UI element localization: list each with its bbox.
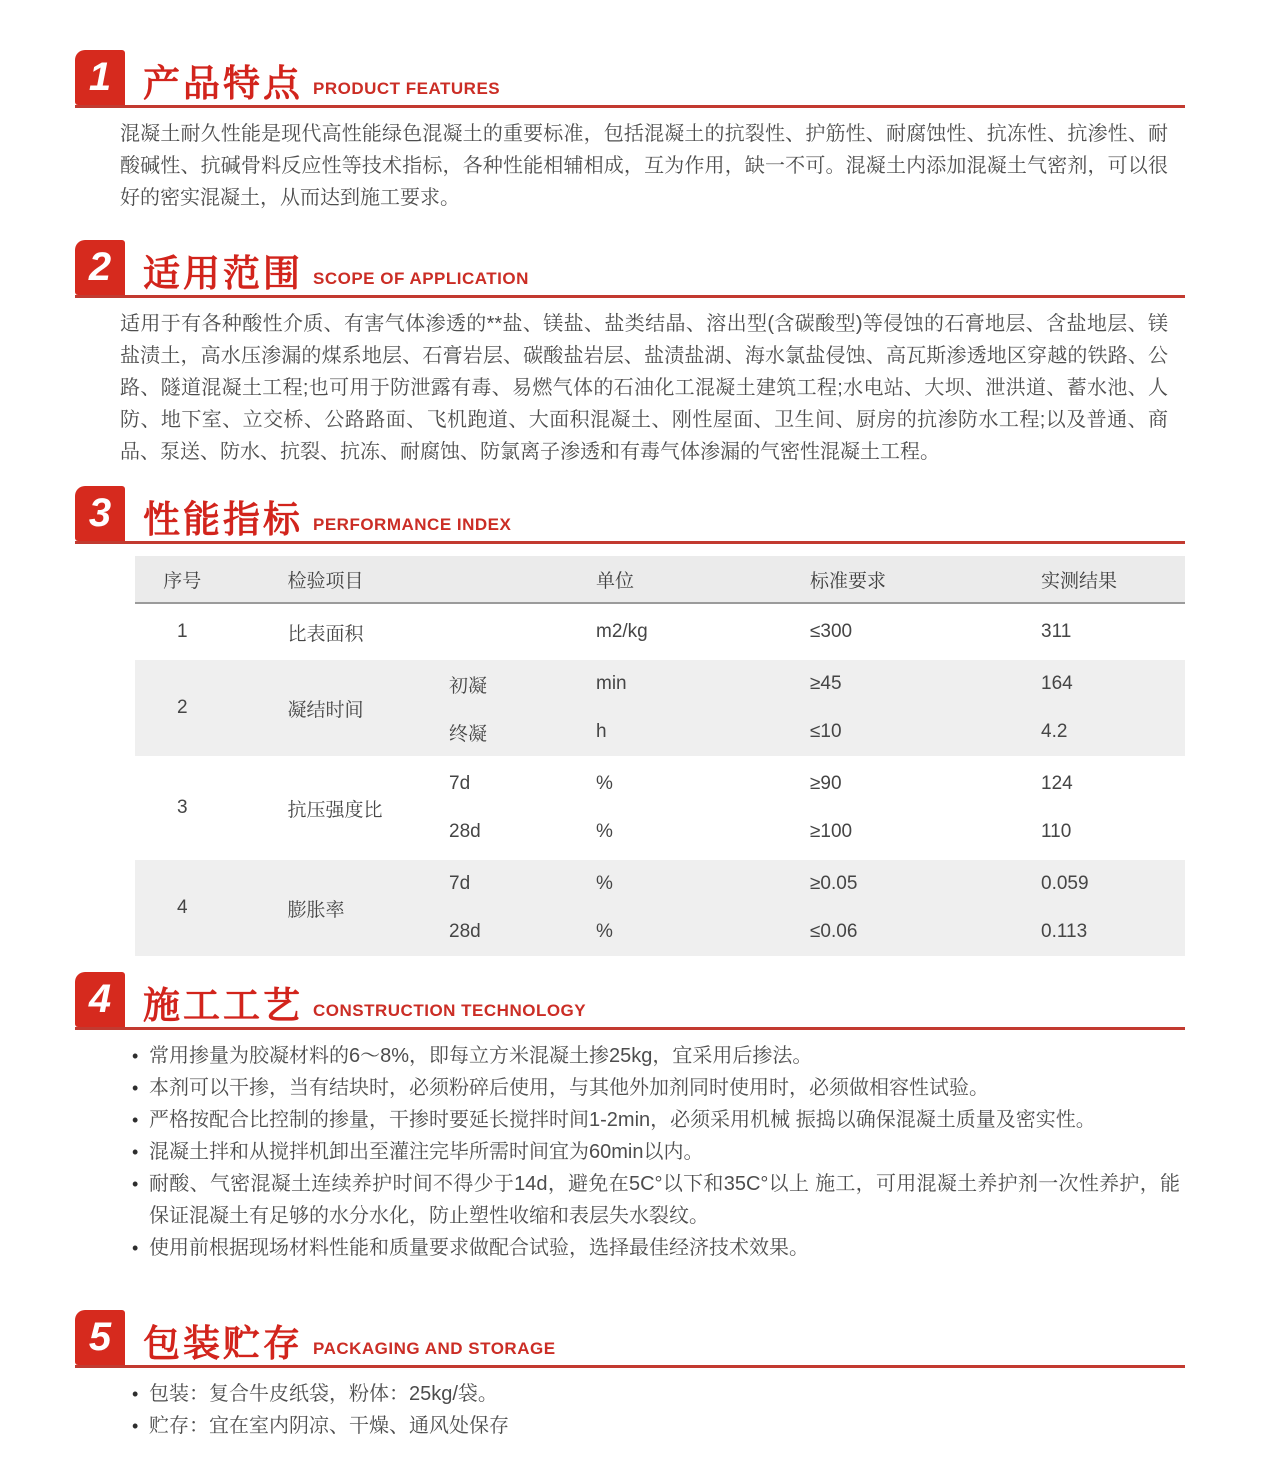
section-5-header: [75, 1310, 1185, 1368]
table-cell-result: 164: [1041, 673, 1073, 694]
section-5-subtitle: PACKAGING AND STORAGE: [313, 1339, 556, 1358]
table-cell-unit: %: [596, 921, 613, 942]
section-5-title: 包装贮存: [143, 1323, 303, 1364]
section-5-number-badge: 5: [75, 1310, 125, 1365]
table-cell-unit: min: [596, 673, 627, 694]
table-header-row: [135, 556, 1185, 604]
table-cell-result: 0.059: [1041, 873, 1089, 894]
bullet-item: • 耐酸、气密混凝土连续养护时间不得少于14d，避免在5C°以下和35C°以上 施工，可用混凝土养护剂一次性养护，能保证混凝土有足够的水分水化，防止塑性收缩和表层失水裂纹。: [130, 1168, 1180, 1232]
table-header-no: 序号: [163, 570, 202, 592]
table-cell-sub: 7d: [449, 773, 471, 794]
table-cell-sub: 终凝: [449, 723, 488, 745]
section-3-header: [75, 486, 1185, 544]
bullet-item: • 常用掺量为胶凝材料的6～8%，即每立方米混凝土掺25kg，宜采用后掺法。: [130, 1040, 1180, 1072]
table-row-group-2: [135, 660, 1185, 756]
section-4-header: [75, 972, 1185, 1030]
table-header-item: 检验项目: [287, 570, 364, 592]
table-cell-standard: ≥100: [810, 821, 853, 842]
table-cell-sub: 7d: [449, 873, 471, 894]
bullet-item: • 混凝土拌和从搅拌机卸出至灌注完毕所需时间宜为60min以内。: [130, 1136, 1180, 1168]
table-cell-result: 110: [1041, 821, 1072, 842]
table-cell-unit: %: [596, 821, 613, 842]
section-3-number-badge: 3: [75, 486, 125, 541]
section-performance-index: [0, 486, 1280, 956]
table-cell-sub: 28d: [449, 821, 481, 842]
section-1-subtitle: PRODUCT FEATURES: [313, 79, 501, 98]
section-3-subtitle: PERFORMANCE INDEX: [313, 515, 512, 534]
section-1-paragraph: 混凝土耐久性能是现代高性能绿色混凝土的重要标准，包括混凝土的抗裂性、护筋性、耐腐蚀性、抗冻性、抗渗性、耐酸碱性、抗碱骨料反应性等技术指标，各种性能相辅相成，互为作用，缺一不可。混凝土内添加混凝土气密剂，可以很好的密实混凝土，从而达到施工要求。: [120, 123, 1168, 209]
table-row-group-3: [135, 760, 1185, 856]
bullet-item: • 使用前根据现场材料性能和质量要求做配合试验，选择最佳经济技术效果。: [130, 1232, 1180, 1264]
table-cell-sub: 28d: [449, 921, 481, 942]
table-header-unit: 单位: [596, 570, 635, 592]
packaging-bullet-list: [130, 1378, 1180, 1442]
table-cell-no: 2: [176, 697, 188, 718]
bullet-item: • 本剂可以干掺，当有结块时，必须粉碎后使用，与其他外加剂同时使用时，必须做相容性试验。: [130, 1072, 1180, 1104]
section-2-subtitle: SCOPE OF APPLICATION: [313, 269, 529, 288]
table-cell-unit: h: [596, 721, 607, 742]
table-cell-standard: ≥0.05: [810, 873, 858, 894]
table-cell-no: 4: [176, 897, 188, 918]
section-2-title: 适用范围: [143, 253, 303, 294]
section-2-number-badge: 2: [75, 240, 125, 295]
table-header-result: 实测结果: [1041, 570, 1118, 592]
section-4-title: 施工工艺: [143, 985, 303, 1026]
table-cell-unit: %: [596, 873, 613, 894]
construction-bullet-list: [130, 1040, 1180, 1264]
section-2-header: [75, 240, 1185, 298]
table-cell-result: 4.2: [1041, 721, 1068, 742]
section-construction-technology: [0, 972, 1280, 1264]
table-cell-standard: ≥45: [810, 673, 842, 694]
section-4-subtitle: CONSTRUCTION TECHNOLOGY: [313, 1001, 587, 1020]
table-cell-result: 311: [1041, 621, 1072, 642]
bullet-item: • 贮存：宜在室内阴凉、干燥、通风处保存: [130, 1410, 1180, 1442]
table-cell-unit: m2/kg: [596, 621, 648, 642]
table-cell-unit: %: [596, 773, 613, 794]
table-cell-no: 3: [176, 797, 188, 818]
table-cell-item: 凝结时间: [287, 699, 364, 721]
table-cell-standard: ≥90: [810, 773, 842, 794]
bullet-item: • 包装：复合牛皮纸袋，粉体：25kg/袋。: [130, 1378, 1180, 1410]
table-row-group-1: [135, 608, 1185, 656]
table-cell-item: 比表面积: [287, 623, 364, 645]
performance-table: [135, 556, 1185, 956]
section-1-title: 产品特点: [143, 63, 303, 104]
table-header-standard: 标准要求: [810, 570, 887, 592]
table-cell-standard: ≤0.06: [810, 921, 858, 942]
section-3-title: 性能指标: [143, 499, 303, 540]
table-cell-standard: ≤10: [810, 721, 842, 742]
table-cell-standard: ≤300: [810, 621, 853, 642]
table-cell-sub: 初凝: [449, 675, 488, 697]
table-cell-result: 124: [1041, 773, 1073, 794]
table-row-group-4: [135, 860, 1185, 956]
section-product-features: [0, 50, 1280, 214]
section-4-number-badge: 4: [75, 972, 125, 1027]
section-packaging-and-storage: [0, 1310, 1280, 1442]
section-2-paragraph: 适用于有各种酸性介质、有害气体渗透的**盐、镁盐、盐类结晶、溶出型(含碳酸型)等侵蚀的石膏地层、含盐地层、镁盐渍土，高水压渗漏的煤系地层、石膏岩层、碳酸盐岩层、盐渍盐湖、海水氯盐侵蚀、高瓦斯渗透地区穿越的铁路、公路、隧道混凝土工程;也可用于防泄露有毒、易燃气体的石油化工混凝土建筑工程;水电站、大坝、泄洪道、蓄水池、人防、地下室、立交桥、公路路面、飞机跑道、大面积混凝土、刚性屋面、卫生间、厨房的抗渗防水工程;以及普通、商品、泵送、防水、抗裂、抗冻、耐腐蚀、防氯离子渗透和有毒气体渗漏的气密性混凝土工程。: [120, 313, 1168, 463]
table-cell-no: 1: [176, 621, 188, 642]
section-scope-of-application: [0, 240, 1280, 468]
section-1-number-badge: 1: [75, 50, 125, 105]
table-cell-item: 抗压强度比: [287, 799, 383, 821]
table-cell-item: 膨胀率: [287, 899, 345, 921]
section-1-header: [75, 50, 1185, 108]
bullet-item: • 严格按配合比控制的掺量，干掺时要延长搅拌时间1-2min，必须采用机械 振捣以确保混凝土质量及密实性。: [130, 1104, 1180, 1136]
table-cell-result: 0.113: [1041, 921, 1088, 942]
